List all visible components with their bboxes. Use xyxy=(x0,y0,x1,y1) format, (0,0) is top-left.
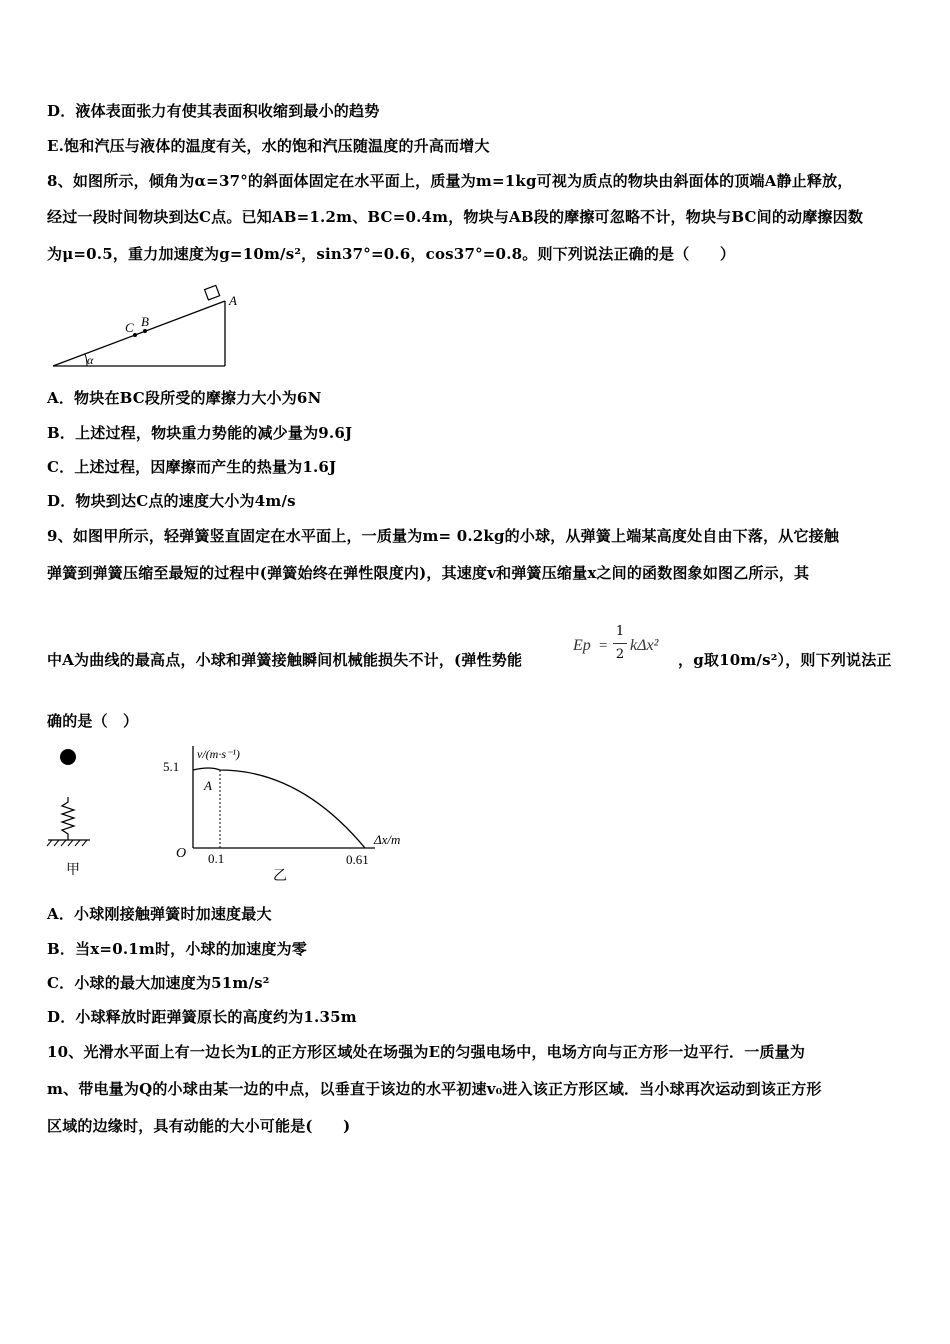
q8-option-b: B．上述过程，物块重力势能的减少量为9.6J xyxy=(47,424,353,442)
point-a-label: A xyxy=(204,778,212,793)
formula-fraction-bar xyxy=(613,643,627,644)
q9-velocity-graph xyxy=(160,740,420,885)
q9-stem-line-3b: ，g取10m/s²），则下列说法正 xyxy=(678,651,892,669)
q9-stem-line-2: 弹簧到弹簧压缩至最短的过程中(弹簧始终在弹性限度内)，其速度v和弹簧压缩量x之间的函数图象如图乙所示，其 xyxy=(47,564,810,582)
q9-option-a: A．小球刚接触弹簧时加速度最大 xyxy=(47,905,272,923)
q8-option-d: D．物块到达C点的速度大小为4m/s xyxy=(47,492,296,510)
q8-stem-line-2: 经过一段时间物块到达C点。已知AB=1.2m、BC=0.4m，物块与AB段的摩擦可忽略不计，物块与BC间的动摩擦因数 xyxy=(47,208,864,226)
point-b-dot xyxy=(143,329,147,333)
formula-lhs: Ep xyxy=(573,637,591,654)
y-tick-label: 5.1 xyxy=(163,759,180,774)
q9-spring-figure xyxy=(40,742,115,882)
q10-stem-line-2: m、带电量为Q的小球由某一边的中点，以垂直于该边的水平初速v₀进入该正方形区域．当小球再次运动到该正方形 xyxy=(47,1080,822,1098)
q7-option-e: E.饱和汽压与液体的温度有关，水的饱和汽压随温度的升高而增大 xyxy=(47,137,490,155)
label-c: C xyxy=(125,320,134,335)
label-b: B xyxy=(141,314,149,329)
q10-stem-line-3: 区域的边缘时，具有动能的大小可能是( ) xyxy=(47,1117,351,1135)
incline-surface xyxy=(53,301,225,366)
label-jia: 甲 xyxy=(66,863,80,878)
origin-label: O xyxy=(176,846,187,861)
q9-option-c: C．小球的最大加速度为51m/s² xyxy=(47,974,270,992)
q9-stem-line-4: 确的是（ ） xyxy=(47,712,139,730)
formula-denominator: 2 xyxy=(615,647,625,662)
ground-hatch xyxy=(47,840,87,846)
formula-equals: = xyxy=(599,638,608,654)
q9-option-b: B．当x=0.1m时，小球的加速度为零 xyxy=(47,940,307,958)
q8-incline-figure xyxy=(45,283,255,373)
q9-stem-line-1: 9、如图甲所示，轻弹簧竖直固定在水平面上，一质量为m= 0.2kg的小球，从弹簧上端某高度处自由下落，从它接触 xyxy=(47,527,840,545)
label-yi: 乙 xyxy=(273,869,287,884)
q8-stem-line-1: 8、如图所示，倾角为α=37°的斜面体固定在水平面上，质量为m=1kg可视为质点的物块由斜面体的顶端A静止释放， xyxy=(47,172,853,190)
q10-stem-line-1: 10、光滑水平面上有一边长为L的正方形区域处在场强为E的匀强电场中，电场方向与正方形一边平行．一质量为 xyxy=(47,1043,806,1061)
y-axis-label: v/(m·s⁻¹) xyxy=(197,747,240,761)
q9-option-d: D．小球释放时距弹簧原长的高度约为1.35m xyxy=(47,1008,357,1026)
label-a: A xyxy=(229,293,237,308)
q9-stem-line-3a: 中A为曲线的最高点，小球和弹簧接触瞬间机械能损失不计，(弹性势能 xyxy=(47,651,523,669)
q7-option-d: D．液体表面张力有使其表面积收缩到最小的趋势 xyxy=(47,102,380,120)
q8-option-a: A．物块在BC段所受的摩擦力大小为6N xyxy=(47,389,322,407)
x-axis-label: Δx/m xyxy=(374,832,401,847)
label-alpha: α xyxy=(87,353,94,367)
q8-stem-line-3: 为μ=0.5，重力加速度为g=10m/s²，sin37°=0.6，cos37°=0.8。则下列说法正确的是（ ） xyxy=(47,245,736,263)
ball xyxy=(60,749,76,765)
block xyxy=(205,285,220,300)
velocity-curve xyxy=(193,768,365,848)
q8-option-c: C．上述过程，因摩擦而产生的热量为1.6J xyxy=(47,458,337,476)
formula-numerator: 1 xyxy=(615,624,625,639)
spring xyxy=(62,797,74,840)
x-tick-1: 0.1 xyxy=(208,851,225,866)
formula-rhs: kΔx² xyxy=(630,637,659,654)
x-tick-2: 0.61 xyxy=(346,852,369,867)
